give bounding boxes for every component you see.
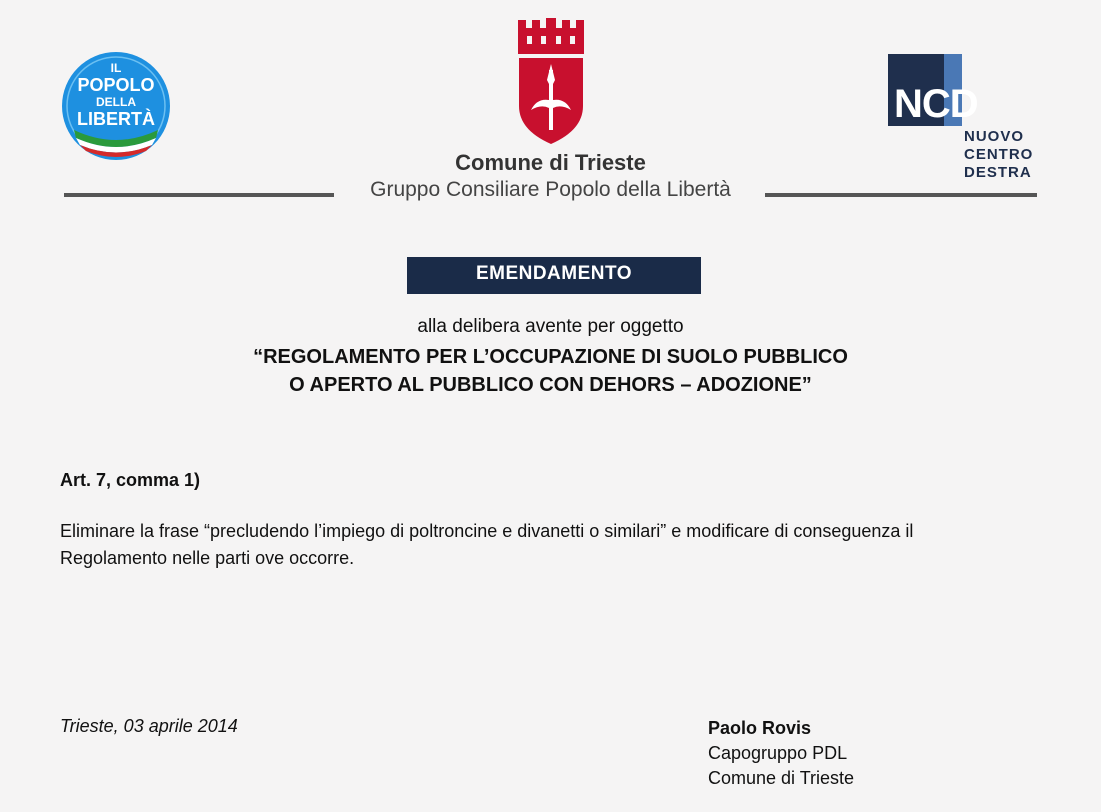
subject-heading bbox=[0, 343, 1101, 399]
place-date: Trieste, 03 aprile 2014 bbox=[60, 716, 238, 736]
body-line-2: Regolamento nelle parti ove occorre. bbox=[60, 548, 355, 568]
trieste-crest bbox=[513, 18, 589, 146]
amendment-body bbox=[60, 518, 1040, 572]
ncd-line-2: CENTRO bbox=[964, 146, 1034, 163]
article-reference: Art. 7, comma 1) bbox=[60, 470, 201, 490]
signer-org: Comune di Trieste bbox=[708, 768, 855, 788]
subject-line-1: “REGOLAMENTO PER L’OCCUPAZIONE DI SUOLO PUBBLICO bbox=[253, 346, 848, 368]
pdl-logo bbox=[60, 50, 172, 162]
signature-block bbox=[708, 716, 854, 791]
ncd-line-3: DESTRA bbox=[964, 164, 1032, 181]
intro-text: alla delibera avente per oggetto bbox=[417, 316, 684, 337]
signer-role: Capogruppo PDL bbox=[708, 743, 848, 763]
pdl-logo-text: IL POPOLO DELLA LIBERTÀ bbox=[77, 61, 155, 129]
group-name: Gruppo Consiliare Popolo della Libertà bbox=[370, 178, 731, 201]
ncd-abbr: NCD bbox=[894, 82, 978, 126]
signer-name: Paolo Rovis bbox=[708, 718, 812, 738]
subject-line-2: O APERTO AL PUBBLICO CON DEHORS – ADOZIONE” bbox=[289, 374, 812, 396]
body-line-1: Eliminare la frase “precludendo l’impiego di poltroncine e divanetti o similari” e modificare di conseguenza il bbox=[60, 521, 914, 541]
emendamento-banner: EMENDAMENTO bbox=[407, 257, 701, 294]
header-rule-right bbox=[765, 193, 1037, 197]
comune-title: Comune di Trieste bbox=[455, 150, 646, 175]
ncd-line-1: NUOVO bbox=[964, 128, 1025, 145]
